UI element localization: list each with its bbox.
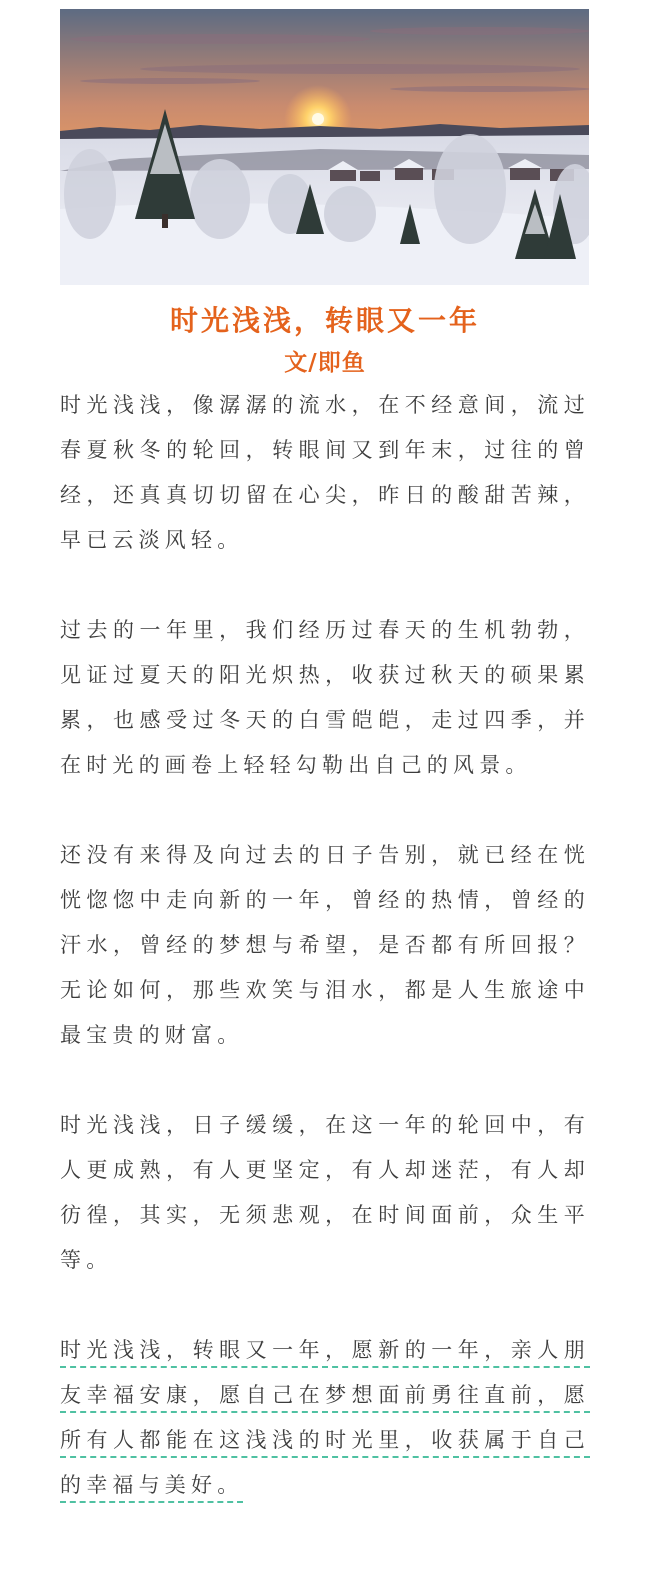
paragraph-1: 时光浅浅，像潺潺的流水，在不经意间，流过春夏秋冬的轮回，转眼间又到年末，过往的曾经，还真真切切留在心尖，昨日的酸甜苦辣，早已云淡风轻。 xyxy=(60,393,590,552)
article-author: 文/即鱼 xyxy=(284,350,366,376)
article-title: 时光浅浅，转眼又一年 xyxy=(169,304,480,337)
article xyxy=(60,9,590,1508)
paragraph-5-underlined xyxy=(60,1328,590,1508)
paragraph-3: 还没有来得及向过去的日子告别，就已经在恍恍惚惚中走向新的一年，曾经的热情，曾经的汗水，曾经的梦想与希望，是否都有所回报？无论如何，那些欢笑与泪水，都是人生旅途中最宝贵的财富。 xyxy=(60,843,590,1047)
paragraph-2: 过去的一年里，我们经历过春天的生机勃勃，见证过夏天的阳光炽热，收获过秋天的硕果累累，也感受过冬天的白雪皑皑，走过四季，并在时光的画卷上轻轻勾勒出自己的风景。 xyxy=(60,618,590,777)
underlined-closing-text: 时光浅浅，转眼又一年，愿新的一年，亲人朋友幸福安康，愿自己在梦想面前勇往直前，愿所有人都能在这浅浅的时光里，收获属于自己的幸福与美好。 xyxy=(60,1338,590,1497)
paragraph-4: 时光浅浅，日子缓缓，在这一年的轮回中，有人更成熟，有人更坚定，有人却迷茫，有人却彷徨，其实，无须悲观，在时间面前，众生平等。 xyxy=(60,1113,590,1272)
hero-image xyxy=(60,9,589,285)
